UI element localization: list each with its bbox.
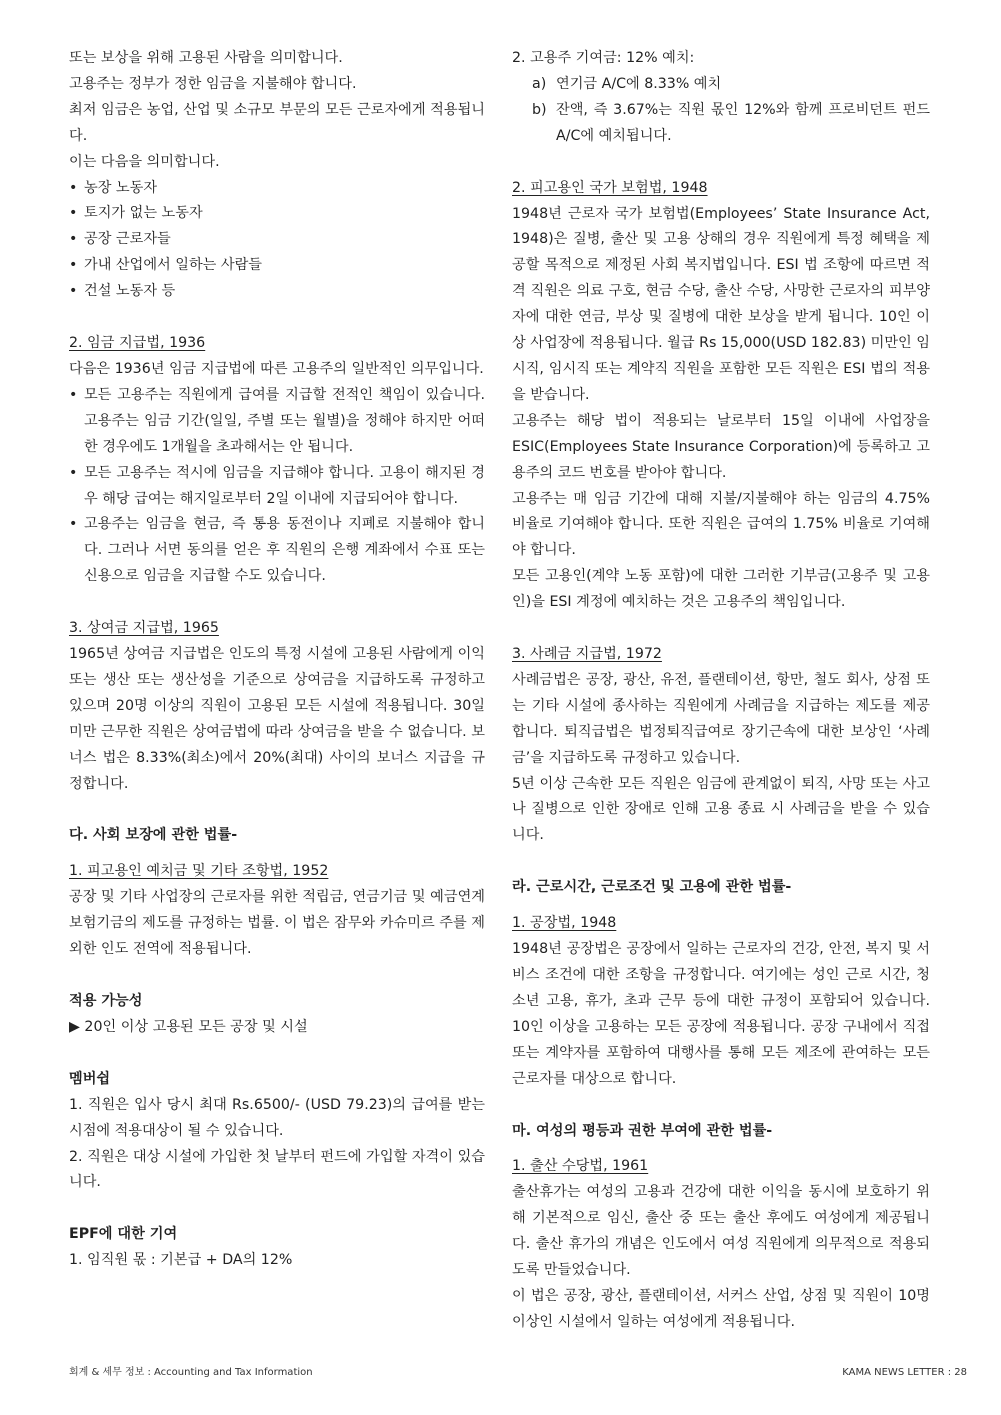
paragraph: 고용주는 해당 법이 적용되는 날로부터 15일 이내에 사업장을 ESIC(Employees State Insurance Corporation)에 등록하고 고용주의 코드 번호를 받아야 합니다. — [512, 412, 930, 481]
section-heading-social-security: 다. 사회 보장에 관한 법률- — [69, 827, 238, 844]
membership-item: 1. 직원은 입사 당시 최대 Rs.6500/- (USD 79.23)의 급여를 받는 시점에 적용대상이 될 수 있습니다. — [69, 1096, 485, 1139]
section-heading-bonus-act: 3. 상여금 지급법, 1965 — [69, 620, 219, 637]
list-item: • 농장 노동자 — [69, 176, 485, 202]
paragraph: 5년 이상 근속한 모든 직원은 임금에 관계없이 퇴직, 사망 또는 사고나 질병으로 인한 장애로 인해 고용 종료 시 사례금을 받을 수 있습니다. — [512, 775, 930, 844]
footer-page-number: KAMA NEWS LETTER : 28 — [842, 1367, 967, 1378]
paragraph: 공장 및 기타 사업장의 근로자를 위한 적립금, 연금기금 및 예금연계보험기금의 제도를 규정하는 법률. 이 법은 잠무와 카슈미르 주를 제외한 인도 전역에 적용됩니다. — [69, 889, 485, 958]
paragraph: 1948년 공장법은 공장에서 일하는 근로자의 건강, 안전, 복지 및 서비스 조건에 대한 조항을 규정합니다. 여기에는 성인 근로 시간, 청소년 고용, 휴가, 초과 근무 등에 대한 규정이 포함되어 있습니다. 10인 이상을 고용하는 모든 공장에 적용됩니다. 공장 구내에서 직접 또는 계약자를 포함하여 대행사를 통해 모든 제조에 관여하는 모든 근로자를 대상으로 합니다. — [512, 941, 930, 1087]
section-heading-working-conditions: 라. 근로시간, 근로조건 및 고용에 관한 법률- — [512, 879, 792, 896]
membership-heading: 멤버쉽 — [69, 1070, 111, 1087]
epf-contribution-item: 1. 임직원 몫 : 기본급 + DA의 12% — [69, 1252, 293, 1269]
list-item: • 토지가 없는 노동자 — [69, 201, 485, 227]
paragraph: 1965년 상여금 지급법은 인도의 특정 시설에 고용된 사람에게 이익 또는 생산 또는 생산성을 기준으로 상여금을 지급하도록 규정하고 있으며 20명 이상의 직원이 고용된 모든 시설에 적용됩니다. 30일 미만 근무한 직원은 상여금법에 따라 상여금을 받을 수 없습니다. 보너스 법은 8.33%(최소)에서 20%(최대) 사이의 보너스 지급을 규정합니다. — [69, 646, 485, 792]
subsection-heading-maternity-act: 1. 출산 수당법, 1961 — [512, 1158, 649, 1175]
list-item: • 모든 고용주는 적시에 임금을 지급해야 합니다. 고용이 해지된 경우 해당 급여는 해지일로부터 2일 이내에 지급되어야 합니다. — [69, 461, 485, 513]
paragraph: 사례금법은 공장, 광산, 유전, 플랜테이션, 항만, 철도 회사, 상점 또는 기타 시설에 종사하는 직원에게 사례금을 지급하는 제도를 제공합니다. 퇴직급법은 법정퇴직급여로 장기근속에 대한 보상인 ‘사례금’을 지급하도록 규정하고 있습니다. — [512, 671, 930, 766]
worker-list — [69, 176, 485, 306]
paragraph: 모든 고용인(계약 노동 포함)에 대한 그러한 기부금(고용주 및 고용인)을 ESI 계정에 예치하는 것은 고용주의 책임입니다. — [512, 568, 930, 611]
epf-contribution-heading: EPF에 대한 기여 — [69, 1226, 178, 1243]
list-item: • 모든 고용주는 직원에게 급여를 지급할 전적인 책임이 있습니다. 고용주는 임금 기간(일일, 주별 또는 월별)을 정해야 하지만 어떠한 경우에도 1개월을 초과해서는 안 됩니다. — [69, 383, 485, 461]
intro-line: 고용주는 정부가 정한 임금을 지불해야 합니다. — [69, 75, 357, 92]
paragraph: 다음은 1936년 임금 지급법에 따른 고용주의 일반적인 의무입니다. — [69, 360, 484, 377]
paragraph: 이 법은 공장, 광산, 플랜테이션, 서커스 산업, 상점 및 직원이 10명 이상인 시설에서 일하는 여성에게 적용됩니다. — [512, 1287, 930, 1330]
paragraph: 고용주는 매 임금 기간에 대해 지불/지불해야 하는 임금의 4.75% 비율로 기여해야 합니다. 또한 직원은 급여의 1.75% 비율로 기여해야 합니다. — [512, 490, 930, 559]
section-heading-women: 마. 여성의 평등과 권한 부여에 관한 법률- — [512, 1122, 773, 1139]
intro-line: 최저 임금은 농업, 산업 및 소규모 부문의 모든 근로자에게 적용됩니다. — [69, 101, 485, 144]
employer-duties-list — [69, 383, 485, 590]
subsection-heading-epf: 1. 피고용인 예치금 및 기타 조항법, 1952 — [69, 863, 329, 880]
section-heading-esi-act: 2. 피고용인 국가 보험법, 1948 — [512, 179, 708, 196]
list-item: • 고용주는 임금을 현금, 즉 통용 동전이나 지폐로 지불해야 합니다. 그러나 서면 동의를 얻은 후 직원의 은행 계좌에서 수표 또는 신용으로 임금을 지급할 수도 있습니다. — [69, 512, 485, 590]
intro-line: 이는 다음을 의미합니다. — [69, 153, 220, 170]
left-column — [69, 46, 485, 1274]
list-item: • 가내 산업에서 일하는 사람들 — [69, 253, 485, 279]
paragraph: 1948년 근로자 국가 보험법(Employees’ State Insurance Act, 1948)은 질병, 출산 및 고용 상해의 경우 직원에게 특정 혜택을 제공할 목적으로 제정된 사회 복지법입니다. ESI 법 조항에 따르면 적격 직원은 의료 구호, 현금 수당, 출산 수당, 사망한 근로자의 피부양자에 대한 연금, 부상 및 질병에 대한 보상을 받게 됩니다. 10인 이상 사업장에 적용됩니다. 월급 Rs 15,000(USD 182.83) 미만인 임시직, 임시직 또는 계약직 직원을 포함한 모든 직원은 ESI 법의 적용을 받습니다. — [512, 205, 930, 403]
contribution-subitem-a — [512, 72, 930, 98]
membership-item: 2. 직원은 대상 시설에 가입한 첫 날부터 펀드에 가입할 자격이 있습니다. — [69, 1148, 485, 1191]
list-item: • 건설 노동자 등 — [69, 279, 485, 305]
paragraph: 출산휴가는 여성의 고용과 건강에 대한 이익을 동시에 보호하기 위해 기본적으로 임신, 출산 중 또는 출산 후에도 여성에게 제공됩니다. 출산 휴가의 개념은 인도에서 여성 직원에게 의무적으로 적용되도록 만들었습니다. — [512, 1184, 930, 1279]
employer-contribution-title: 2. 고용주 기여금: 12% 예치: — [512, 50, 695, 66]
subitem-text: 연기금 A/C에 8.33% 예치 — [556, 75, 722, 92]
right-column — [512, 46, 930, 1336]
subitem-label: a) — [532, 75, 547, 92]
applicability-text: ▶ 20인 이상 고용된 모든 공장 및 시설 — [69, 1018, 308, 1035]
intro-line: 또는 보상을 위해 고용된 사람을 의미합니다. — [69, 50, 343, 66]
footer-section-label: 회계 & 세무 정보 : Accounting and Tax Information — [69, 1367, 313, 1378]
subitem-text: 잔액, 즉 3.67%는 직원 몫인 12%와 함께 프로비던트 펀드 A/C에 예치됩니다. — [556, 101, 930, 144]
contribution-subitem-b — [512, 98, 930, 150]
list-item: • 공장 근로자들 — [69, 227, 485, 253]
subsection-heading-factories-act: 1. 공장법, 1948 — [512, 915, 617, 932]
applicability-heading: 적용 가능성 — [69, 993, 143, 1009]
section-heading-gratuity-act: 3. 사례금 지급법, 1972 — [512, 646, 662, 663]
section-heading-wages-act: 2. 임금 지급법, 1936 — [69, 335, 206, 352]
subitem-label: b) — [532, 101, 547, 118]
